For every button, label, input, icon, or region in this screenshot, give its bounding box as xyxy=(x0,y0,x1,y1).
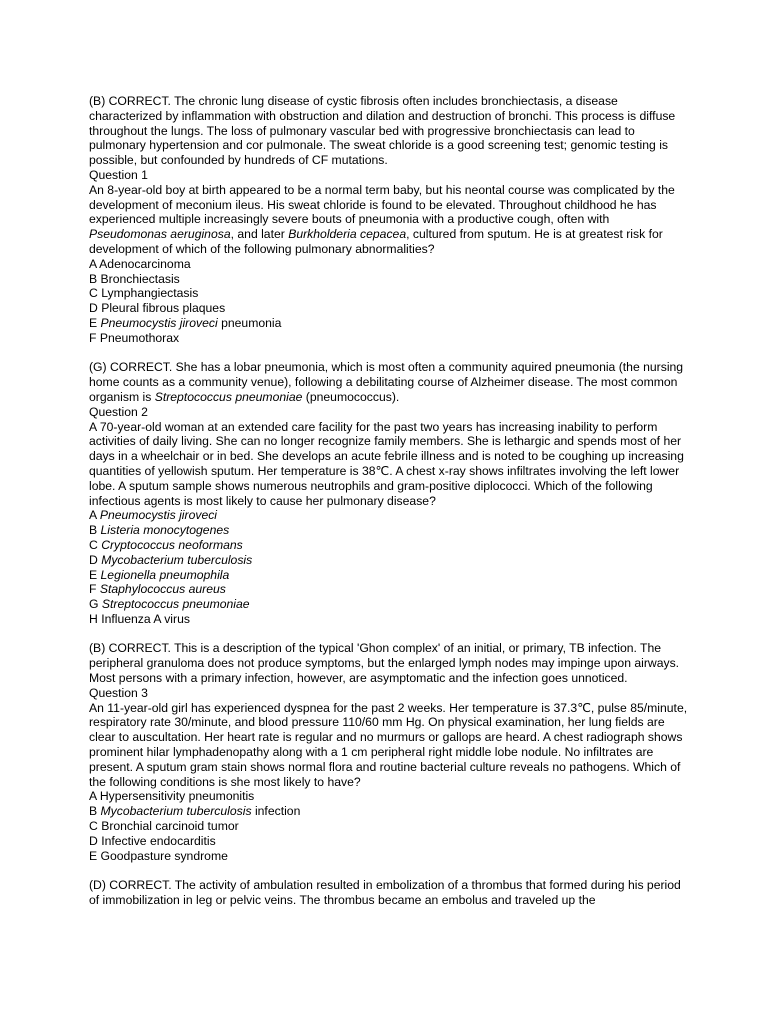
option-2c: C Cryptococcus neoformans xyxy=(89,537,243,552)
option-1f: F Pneumothorax xyxy=(89,330,180,345)
answer-explanation-1: (B) CORRECT. The chronic lung disease of cystic fibrosis often includes bronchiectasis, a disease characterized by inflammation with obstruction and dilation and destruction of bronchi. This process is diffuse throughout the lungs. The loss of pulmonary vascular bed with progressive bronchiectasis can lead to pulmonary hypertension and cor pulmonale. The sweat chloride is a good screening test; genomic testing is possible, but confounded by hundreds of CF mutations. xyxy=(89,94,676,168)
paragraph-gap xyxy=(89,627,688,642)
option-3a: A Hypersensitivity pneumonitis xyxy=(89,789,255,804)
answer-explanation-2: (G) CORRECT. She has a lobar pneumonia, which is most often a community aquired pneumonia (the nursing home counts as a community venue), following a debilitating course of Alzheimer disease. The most common organism is Streptococcus pneumoniae (pneumococcus). xyxy=(89,360,684,404)
question-stem-3: An 11-year-old girl has experienced dyspnea for the past 2 weeks. Her temperature is 37.3℃, pulse 85/minute, respiratory rate 30/minute, and blood pressure 110/60 mm Hg. On physical examination, her lung fields are clear to auscultation. Her heart rate is regular and no murmurs or gallops are heard. A chest radiograph shows prominent hilar lymphadenopathy along with a 1 cm peripheral right middle lobe nodule. No infiltrates are present. A sputum gram stain shows normal flora and routine bacterial culture reveals no pathogens. Which of the following conditions is she most likely to have? xyxy=(89,700,688,789)
option-2h: H Influenza A virus xyxy=(89,611,190,626)
answer-explanation-4: (D) CORRECT. The activity of ambulation resulted in embolization of a thrombus that formed during his period of immobilization in leg or pelvic veins. The thrombus became an embolus and traveled up the xyxy=(89,878,681,908)
option-1b: B Bronchiectasis xyxy=(89,271,180,286)
option-2d: D Mycobacterium tuberculosis xyxy=(89,552,253,567)
option-1e: E Pneumocystis jiroveci pneumonia xyxy=(89,315,282,330)
option-3e: E Goodpasture syndrome xyxy=(89,848,228,863)
answer-explanation-3: (B) CORRECT. This is a description of the typical 'Ghon complex' of an initial, or primary, TB infection. The peripheral granuloma does not produce symptoms, but the enlarged lymph nodes may impinge upon airways. Most persons with a primary infection, however, are asymptomatic and the infection goes unnoticed. xyxy=(89,641,680,686)
question-stem-2: A 70-year-old woman at an extended care facility for the past two years has increasing inability to perform activities of daily living. She can no longer recognize family members. She is lethargic and spends most of her days in a wheelchair or in bed. She develops an acute febrile illness and is noted to be coughing up increasing quantities of yellowish sputum. Her temperature is 38℃. A chest x-ray shows infiltrates involving the left lower lobe. A sputum sample shows numerous neutrophils and gram-positive diplococci. Which of the following infectious agents is most likely to cause her pulmonary disease? xyxy=(89,419,684,508)
option-2a: A Pneumocystis jiroveci xyxy=(89,508,218,523)
question-label-2: Question 2 xyxy=(89,404,148,419)
option-2e: E Legionella pneumophila xyxy=(89,567,230,582)
option-3d: D Infective endocarditis xyxy=(89,833,216,848)
option-1c: C Lymphangiectasis xyxy=(89,286,199,301)
option-1d: D Pleural fibrous plaques xyxy=(89,301,226,316)
option-1a: A Adenocarcinoma xyxy=(89,256,191,271)
question-stem-1: An 8-year-old boy at birth appeared to be a normal term baby, but his neontal course was complicated by the development of meconium ileus. His sweat chloride is found to be elevated. Throughout childhood he has experienced multiple increasingly severe bouts of pneumonia with a productive cough, often with Pseudomonas aeruginosa, and later Burkholderia cepacea, cultured from sputum. He is at greatest risk for development of which of the following pulmonary abnormalities? xyxy=(89,182,675,256)
option-2g: G Streptococcus pneumoniae xyxy=(89,597,250,612)
option-3c: C Bronchial carcinoid tumor xyxy=(89,819,239,834)
paragraph-gap xyxy=(89,863,688,878)
paragraph-gap xyxy=(89,346,688,361)
option-2f: F Staphylococcus aureus xyxy=(89,582,226,597)
question-label-1: Question 1 xyxy=(89,167,148,182)
option-3b: B Mycobacterium tuberculosis infection xyxy=(89,804,301,819)
option-2b: B Listeria monocytogenes xyxy=(89,523,230,538)
question-label-3: Question 3 xyxy=(89,685,148,700)
